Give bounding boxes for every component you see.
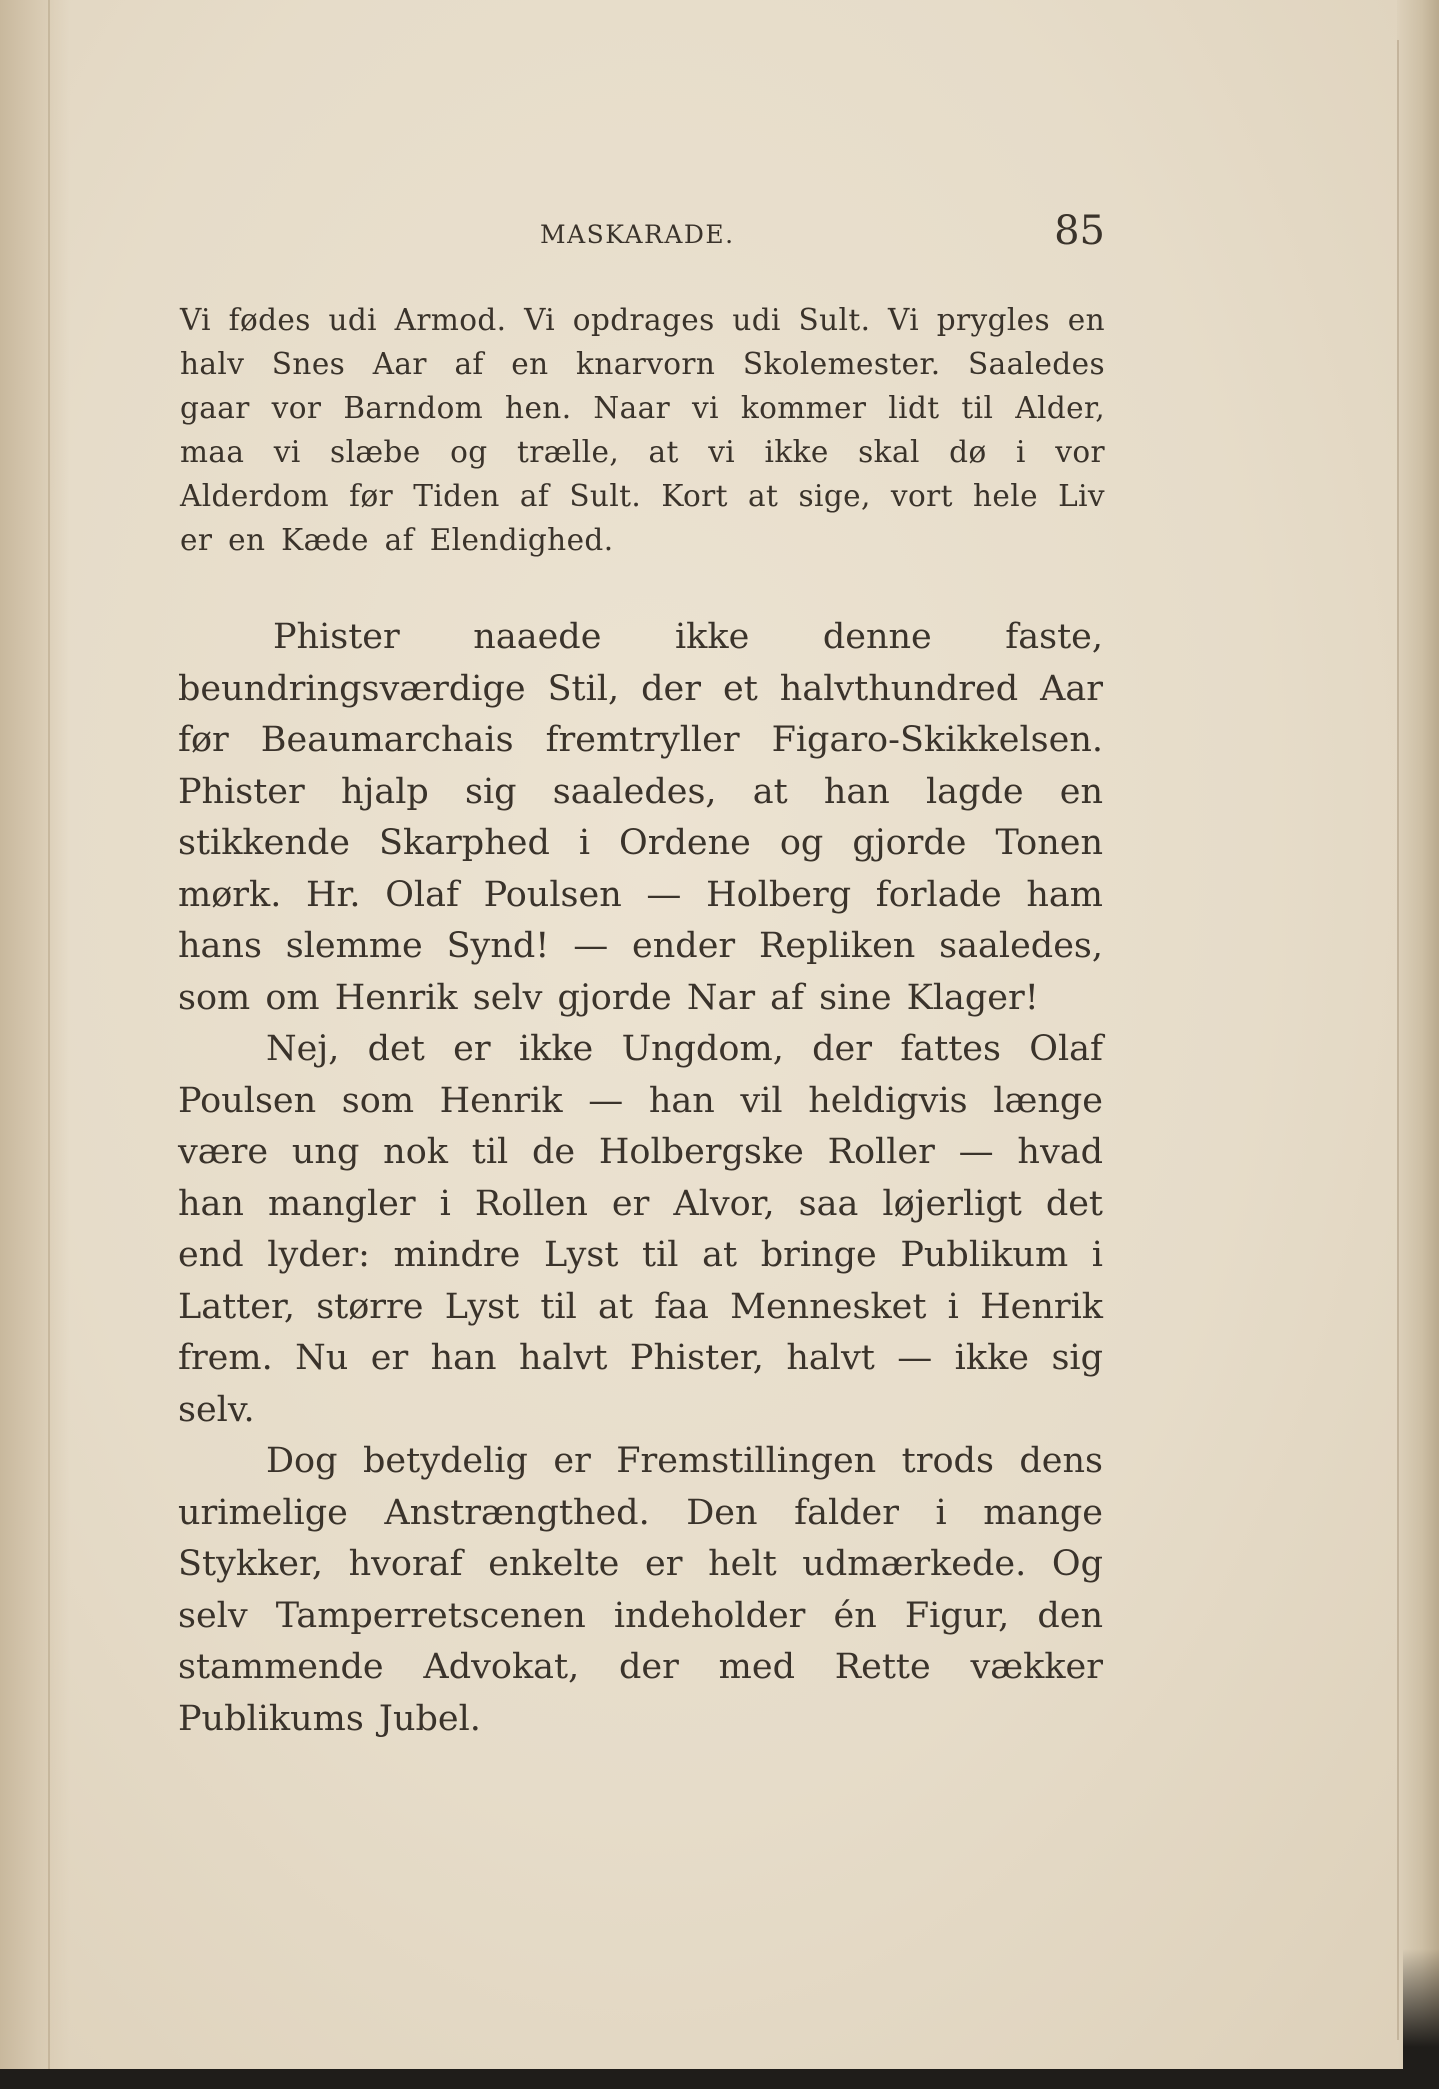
binding-gutter — [0, 0, 70, 2089]
page-header — [180, 208, 1105, 258]
page-edge-line — [1397, 40, 1399, 2040]
paragraph: Phister naaede ikke denne faste, beundringsværdige Stil, der et halvthundred Aar før Beaumarchais fremtryller Figaro-Skikkelsen. Phister hjalp sig saaledes, at han lagde en stikkende Skarphed i Ordene og gjorde Tonen mørk. Hr. Olaf Poulsen — Holberg forlade ham hans slemme Synd! — ender Repliken saaledes, som om Henrik selv gjorde Nar af sine Klager! — [178, 617, 1103, 1018]
gutter-line — [48, 0, 50, 2089]
paragraph: Dog betydelig er Fremstillingen trods dens urimelige Anstrængthed. Den falder i mange Stykker, hvoraf enkelte er helt udmærkede. Og selv Tamperretscenen indeholder én Figur, den stammende Advokat, der med Rette vækker Publikums Jubel. — [178, 1441, 1103, 1739]
running-head: MASKARADE. — [540, 220, 735, 249]
paragraph: Nej, det er ikke Ungdom, der fattes Olaf Poulsen som Henrik — han vil heldigvis længe være ung nok til de Holbergske Roller — hvad han mangler i Rollen er Alvor, saa løjerligt det end lyder: mindre Lyst til at bringe Publikum i Latter, større Lyst til at faa Mennesket i Henrik frem. Nu er han halvt Phister, halvt — ikke sig selv. — [178, 1029, 1103, 1430]
page-number: 85 — [1054, 208, 1105, 254]
quote-text: Vi fødes udi Armod. Vi opdrages udi Sult. Vi prygles en halv Snes Aar af en knarvorn Skolemester. Saaledes gaar vor Barndom hen. Naar vi kommer lidt til Alder, maa vi slæbe og trælle, at vi ikke skal dø i vor Alderdom før Tiden af Sult. Kort at sige, vort hele Liv er en Kæde af Elendighed. — [180, 303, 1105, 557]
page-right-edge — [1397, 0, 1439, 2089]
block-quote — [180, 298, 1105, 562]
corner-shadow — [1403, 1949, 1439, 2089]
body-text — [178, 612, 1103, 1745]
bottom-scan-edge — [0, 2069, 1439, 2089]
